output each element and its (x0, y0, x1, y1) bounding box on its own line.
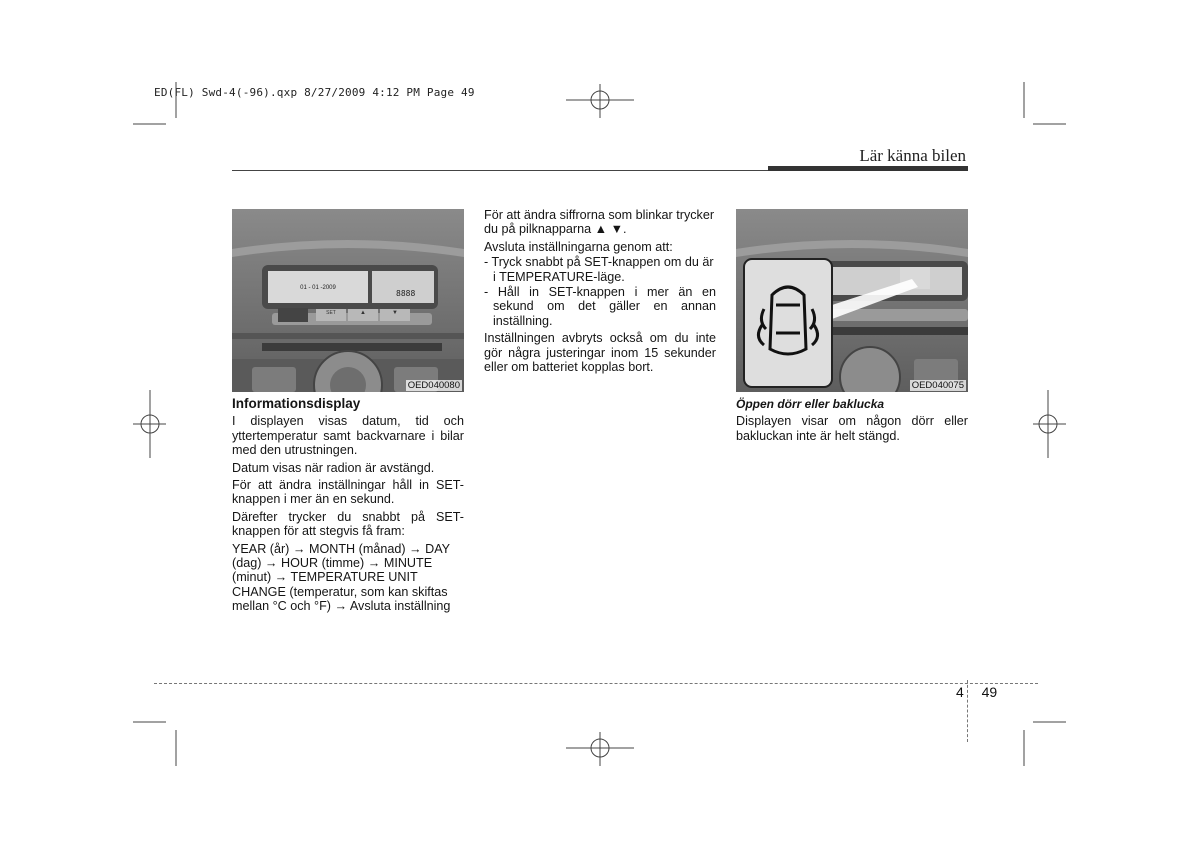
bullet-item: - Tryck snabbt på SET-knappen om du är i TEMPERATURE-läge. (484, 255, 714, 284)
paragraph: Därefter trycker du snabbt på SET-knappen för att stegvis få fram: (232, 509, 464, 539)
figure-code: OED040075 (911, 380, 964, 391)
paragraph: I displayen visas datum, tid och yttertemperatur samt backvarnare i bilar med den utrustningen. (232, 414, 464, 458)
paragraph: Avsluta inställningarna genom att: (484, 239, 673, 254)
setting-sequence: YEAR (år) → MONTH (månad) → DAY (dag) → HOUR (timme) → MINUTE (minut) → TEMPERATURE UNIT CHANGE (temperatur, som kan skiftas mellan °C och °F) → Avsluta inställning (232, 541, 451, 614)
button-block (278, 308, 308, 322)
chapter-number: 4 (956, 684, 964, 700)
right-column (736, 397, 968, 446)
door-warning-photo (736, 209, 968, 392)
page-number (956, 684, 997, 700)
footer-rule (154, 683, 1038, 684)
door-warning-illustration (736, 209, 968, 392)
paragraph: Inställningen avbryts också om du inte gör några justeringar inom 15 sekunder eller om batteriet kopplas bort. (484, 331, 716, 375)
display-digits: 8888 (396, 289, 416, 298)
dashboard-illustration (232, 209, 464, 392)
left-column (232, 397, 464, 617)
paragraph: För att ändra inställningar håll in SET-knappen i mer än en sekund. (232, 478, 464, 507)
heading-informationsdisplay: Informationsdisplay (232, 396, 361, 411)
figure-code: OED040080 (407, 380, 460, 391)
header-rule-accent (768, 166, 968, 171)
section-title: Lär känna bilen (859, 146, 966, 165)
cd-slot (262, 343, 442, 351)
display-date: 01 - 01 -2009 (300, 285, 336, 291)
header-rule (232, 170, 768, 171)
figure-caption: Öppen dörr eller baklucka (736, 397, 885, 411)
door-icon-callout (744, 259, 832, 387)
set-button-label: SET (326, 310, 336, 316)
bullet-item: - Håll in SET-knappen i mer än en sekund om det gäller en annan inställning. (484, 285, 716, 328)
middle-column (484, 208, 716, 377)
info-display-photo (232, 209, 464, 392)
page-in-chapter: 49 (981, 684, 998, 700)
paragraph: Datum visas när radion är avstängd. (232, 460, 435, 475)
down-button-label: ▼ (392, 310, 398, 316)
paragraph: För att ändra siffrorna som blinkar trycker du på pilknapparna ▲ ▼. (484, 208, 715, 237)
up-button-label: ▲ (360, 310, 366, 316)
paragraph: Displayen visar om någon dörr eller bakluckan inte är helt stängd. (736, 414, 968, 443)
printer-slug: ED(FL) Swd-4(-96).qxp 8/27/2009 4:12 PM Page 49 (154, 86, 475, 99)
